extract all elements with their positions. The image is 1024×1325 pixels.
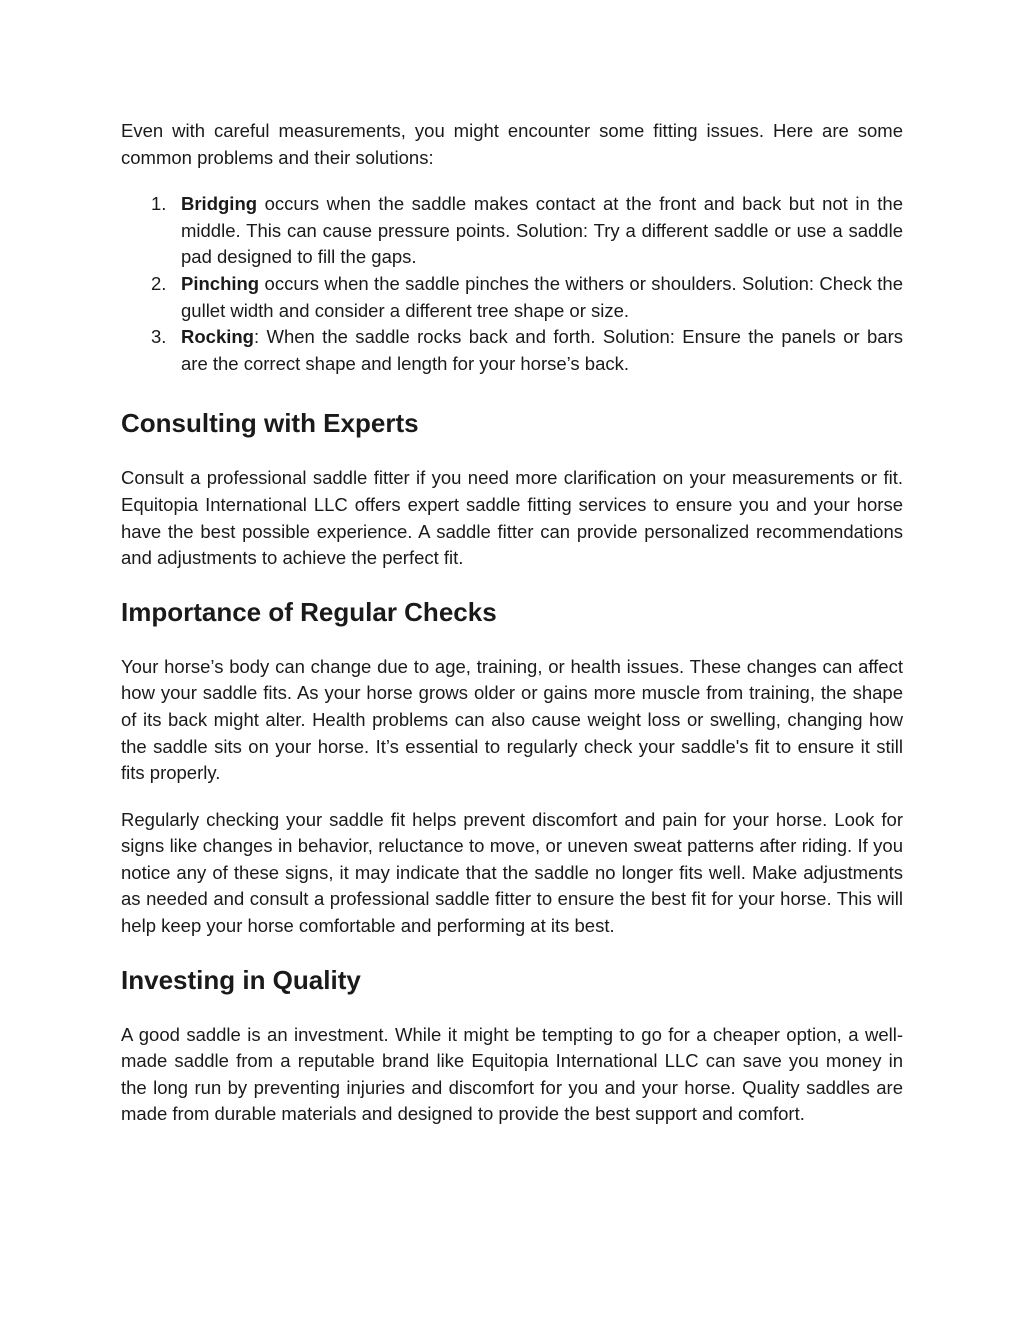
- list-item: [121, 191, 903, 271]
- section-heading-regular-checks: Importance of Regular Checks: [121, 596, 497, 627]
- section-heading-consulting: Consulting with Experts: [121, 408, 419, 439]
- consulting-paragraph: Consult a professional saddle fitter if you need more clarification on your measurements or fit. Equitopia International LLC offers expert saddle fitting services to ensure you and your horse have the best possible experience. A saddle fitter can provide personalized recommendations and adjustments to achieve the perfect fit.: [121, 467, 903, 569]
- list-item-term: Pinching: [181, 272, 260, 294]
- list-item-text: : When the saddle rocks back and forth. Solution: Ensure the panels or bars are the correct shape and length for your horse’s back.: [181, 326, 903, 374]
- list-item-number: 2.: [151, 272, 167, 294]
- list-item-number: 3.: [151, 326, 167, 348]
- list-item-text: occurs when the saddle makes contact at the front and back but not in the middle. This can cause pressure points. Solution: Try a different saddle or use a saddle pad designed to fill the gaps.: [181, 193, 903, 268]
- regular-checks-paragraph-2: Regularly checking your saddle fit helps prevent discomfort and pain for your horse. Look for signs like changes in behavior, reluctance to move, or uneven sweat patterns after riding. If you notice any of these signs, it may indicate that the saddle no longer fits well. Make adjustments as needed and consult a professional saddle fitter to ensure the best fit for your horse. This will help keep your horse comfortable and performing at its best.: [121, 808, 903, 937]
- list-item: [121, 324, 903, 377]
- list-item: [121, 271, 903, 324]
- list-item-text: occurs when the saddle pinches the withers or shoulders. Solution: Check the gullet width and consider a different tree shape or size.: [181, 272, 903, 321]
- list-item-term: Rocking: [181, 326, 254, 348]
- section-heading-quality: Investing in Quality: [121, 964, 361, 995]
- fitting-issues-list: [121, 191, 903, 377]
- list-item-number: 1.: [151, 193, 167, 215]
- list-item-term: Bridging: [181, 193, 258, 215]
- quality-paragraph: A good saddle is an investment. While it might be tempting to go for a cheaper option, a well-made saddle from a reputable brand like Equitopia International LLC can save you money in the long run by preventing injuries and discomfort for you and your horse. Quality saddles are made from durable materials and designed to provide the best support and comfort.: [121, 1023, 903, 1125]
- intro-paragraph: Even with careful measurements, you might encounter some fitting issues. Here are some common problems and their solutions:: [121, 120, 903, 168]
- regular-checks-paragraph-1: Your horse’s body can change due to age, training, or health issues. These changes can affect how your saddle fits. As your horse grows older or gains more muscle from training, the shape of its back might alter. Health problems can also cause weight loss or swelling, changing how the saddle sits on your horse. It’s essential to regularly check your saddle's fit to ensure it still fits properly.: [121, 655, 903, 784]
